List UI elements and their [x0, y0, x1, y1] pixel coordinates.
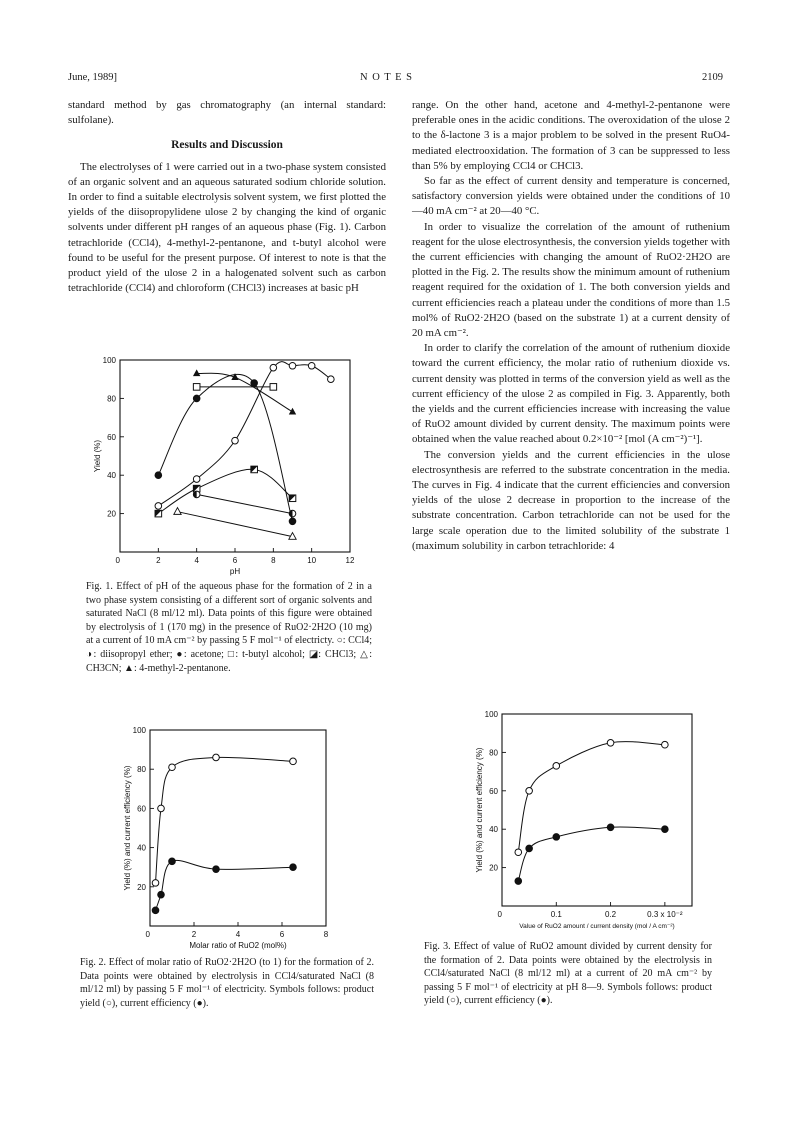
section-heading: Results and Discussion: [171, 139, 283, 152]
series-curve: [156, 860, 294, 910]
header-center: N O T E S: [360, 72, 413, 83]
figure-1-caption: Fig. 1. Effect of pH of the aqueous phase for the formation of 2 in a two phase system consisting of a different sort of organic solvents and saturated NaCl (8 ml/12 ml). Data points of this figure were obtained by electrolysis of 1 (170 mg) in the presence of RuO2·2H2O (10 mg) at a current of 10 mA cm⁻² by passing 5 F mol⁻¹ of electricty. ○: CCl4; ◑: diisopropyl ether; ●: acetone; □: t-butyl alcohol; ◪: CHCl3; △: CH3CN; ▲: 4-methyl-2-pentanone.: [86, 581, 372, 674]
y-tick-label: 20: [107, 509, 116, 519]
y-tick-label: 20: [489, 863, 498, 873]
data-point-filled-circle: [662, 826, 669, 833]
data-point-open-circle: [662, 741, 669, 748]
data-point-open-circle: [213, 754, 220, 761]
y-tick-label: 100: [132, 726, 146, 735]
data-point-open-circle: [526, 788, 533, 795]
y-tick-label: 20: [137, 882, 146, 892]
y-tick-label: 80: [489, 748, 498, 758]
paragraph: In order to visualize the correlation of the amount of ruthenium reagent for the ulose electrosynthesis, the conversion yields together with the current efficiencies with changing the amount of RuO2·2H2O are plotted in the Fig. 2. The results show the minimum amount of ruthenium reagent required for the oxidation of 1. The both conversion yields and current efficiencies reach a plateau under the conditions of more than 1.5 mol% of RuO2·2H2O (based on the substrate 1) at a current density of 20 mA cm⁻².: [412, 220, 730, 340]
x-tick-label: 0.3 x 10⁻²: [647, 910, 683, 919]
x-axis-label: Molar ratio of RuO2 (mol%): [189, 941, 287, 950]
data-point-filled-triangle: [289, 408, 296, 415]
x-axis-label: pH: [229, 567, 241, 576]
x-tick-label: 8: [271, 556, 276, 565]
data-point-open-circle: [155, 503, 162, 510]
data-point-open-circle: [169, 764, 176, 771]
data-point-filled-circle: [193, 395, 200, 402]
y-tick-label: 40: [137, 843, 146, 853]
series-curve: [156, 757, 294, 883]
data-point-filled-circle: [290, 864, 297, 871]
x-tick-label: 0: [115, 556, 120, 565]
paragraph: In order to clarify the correlation of the amount of ruthenium dioxide toward the current efficiency, the molar ratio of ruthenium dioxide vs. current density was plotted in terms of the conversion yield as well as the current efficiency of the ulose 2 as compiled in Fig. 3. Apparently, both the yields and the current efficiencies increase with increasing the value of RuO2 amount divided by current density. The maximum points were obtained when the value reached about 0.2×10⁻² [mol (A cm⁻²)⁻¹].: [412, 342, 730, 446]
y-axis-label: Yield (%): [93, 439, 102, 473]
data-point-open-circle: [152, 880, 159, 887]
data-point-filled-circle: [155, 472, 162, 479]
plot-frame: [120, 360, 350, 552]
data-point-open-circle: [328, 376, 335, 383]
figure-3-chart: [462, 708, 712, 938]
y-axis-label: Yield (%) and current efficiency (%): [123, 765, 132, 891]
y-axis-label: Yield (%) and current efficiency (%): [475, 747, 484, 873]
x-tick-label: 6: [232, 556, 238, 565]
paragraph: range. On the other hand, acetone and 4-methyl-2-pentanone were preferable ones in the acidic conditions. The overoxidation of the ulose 2 to the δ-lactone 3 is a major problem to be solved in the present RuO4-mediated electrooxidation. The formation of 3 can be suppressed to less than 5% by employing CCl4 or CHCl3.: [412, 99, 730, 172]
x-tick-label: 2: [191, 930, 197, 939]
y-tick-label: 60: [107, 432, 116, 442]
data-point-filled-circle: [158, 891, 165, 898]
data-point-open-circle: [232, 437, 239, 444]
y-tick-label: 40: [489, 825, 498, 835]
y-tick-label: 60: [489, 786, 498, 796]
x-tick-label: 2: [156, 556, 161, 565]
x-tick-label: 12: [345, 556, 355, 565]
figure-1-chart: [90, 352, 380, 582]
series-curve: [518, 827, 665, 881]
x-tick-label: 8: [323, 930, 329, 939]
x-tick-label: 10: [307, 556, 317, 565]
right-column: [412, 98, 730, 554]
x-tick-label: 0: [145, 930, 150, 939]
series-curve: [158, 469, 292, 513]
data-point-filled-circle: [526, 845, 533, 852]
figure-3-caption: Fig. 3. Effect of value of RuO2 amount divided by current density for the formation of 2. Data points were obtained by the electrolysis in CCl4/saturated NaCl (8 ml/12 ml) at a current of 20 mA cm⁻² by passing 5 F mol⁻¹ of electricity at pH 8—9. Symbols follows: product yield (○), current efficiency (●).: [424, 941, 712, 1007]
data-point-filled-circle: [289, 518, 296, 525]
x-tick-label: 4: [194, 556, 199, 565]
data-point-open-circle: [290, 758, 297, 765]
x-tick-label: 6: [279, 930, 285, 939]
intro-text: standard method by gas chromatography (an internal standard: sulfolane).: [68, 99, 386, 127]
data-point-filled-circle: [152, 907, 159, 914]
series-curve: [158, 362, 331, 506]
figure-2-caption: Fig. 2. Effect of molar ratio of RuO2·2H2O (to 1) for the formation of 2. Data points were obtained by electrolysis in CCl4/saturated NaCl (8 ml/12 ml) by passing 5 F mol⁻¹ of electricity. Symbols follows: product yield (○), current efficiency (●).: [80, 957, 374, 1009]
data-point-open-square: [270, 384, 277, 391]
x-tick-label: 4: [235, 930, 241, 939]
x-axis-label: Value of RuO2 amount / current density (mol / A cm⁻²): [519, 923, 675, 930]
series-curve: [518, 742, 665, 853]
x-tick-label: 0: [497, 910, 502, 919]
y-tick-label: 60: [137, 804, 146, 814]
data-point-filled-triangle: [193, 369, 200, 376]
data-point-open-circle: [193, 476, 200, 483]
figure-2-chart: [110, 722, 340, 954]
y-tick-label: 80: [137, 765, 146, 775]
header-left: June, 1989]: [68, 72, 117, 83]
data-point-open-circle: [515, 849, 522, 856]
data-point-open-circle: [289, 362, 296, 369]
y-tick-label: 100: [102, 356, 116, 365]
y-tick-label: 80: [107, 394, 116, 404]
data-point-open-circle: [270, 364, 277, 371]
data-point-open-circle: [158, 805, 165, 812]
data-point-filled-circle: [553, 834, 560, 841]
y-tick-label: 100: [484, 710, 498, 719]
data-point-open-triangle: [174, 508, 181, 515]
paragraph: So far as the effect of current density and temperature is concerned, satisfactory conversion yields were obtained under the conditions of 10—40 mA cm⁻² at 20—40 °C.: [412, 175, 730, 218]
data-point-filled-circle: [251, 380, 258, 387]
data-point-open-circle: [308, 362, 315, 369]
data-point-open-circle: [553, 763, 560, 770]
series-curve: [178, 512, 293, 537]
y-tick-label: 40: [107, 471, 116, 481]
data-point-filled-circle: [169, 858, 176, 865]
data-point-filled-circle: [213, 866, 220, 873]
paragraph: The electrolyses of 1 were carried out in a two-phase system consisted of an organic solvent and an aqueous saturated sodium chloride solution. In order to find a suitable electrolysis solvent system, we first plotted the yields of the diisopropylidene ulose 2 by changing the kind of organic solvents under different pH ranges of an aqueous phase (Fig. 1). Carbon tetrachloride (CCl4), 4-methyl-2-pentanone, and t-butyl alcohol were found to be useful for the present purpose. Of interest to note is that the product yield of the ulose 2 in a halogenated solvent such as carbon tetrachloride (CCl4) and chloroform (CHCl3) increases at basic pH: [68, 160, 386, 295]
paragraph: The conversion yields and the current efficiencies in the ulose electrosynthesis are referred to the substrate concentration in the media. The curves in Fig. 4 indicate that the current efficiencies and conversion yields of the ulose 2 decrease in proportion to the increase of the substrate concentration. Carbon tetrachloride can not be used for the large scale operation due to the limited solubility of the substrate 1 (maximum solubility in carbon tetrachloride: 4: [412, 448, 730, 552]
page-number: 2109: [702, 72, 723, 83]
data-point-open-square: [193, 384, 200, 391]
series-curve: [197, 494, 293, 513]
left-column: [68, 98, 386, 296]
data-point-open-circle: [607, 740, 614, 747]
x-tick-label: 0.1: [550, 910, 562, 919]
plot-frame: [150, 730, 326, 926]
data-point-filled-circle: [515, 878, 522, 885]
series-curve: [197, 373, 293, 412]
x-tick-label: 0.2: [605, 910, 617, 919]
data-point-filled-circle: [607, 824, 614, 831]
